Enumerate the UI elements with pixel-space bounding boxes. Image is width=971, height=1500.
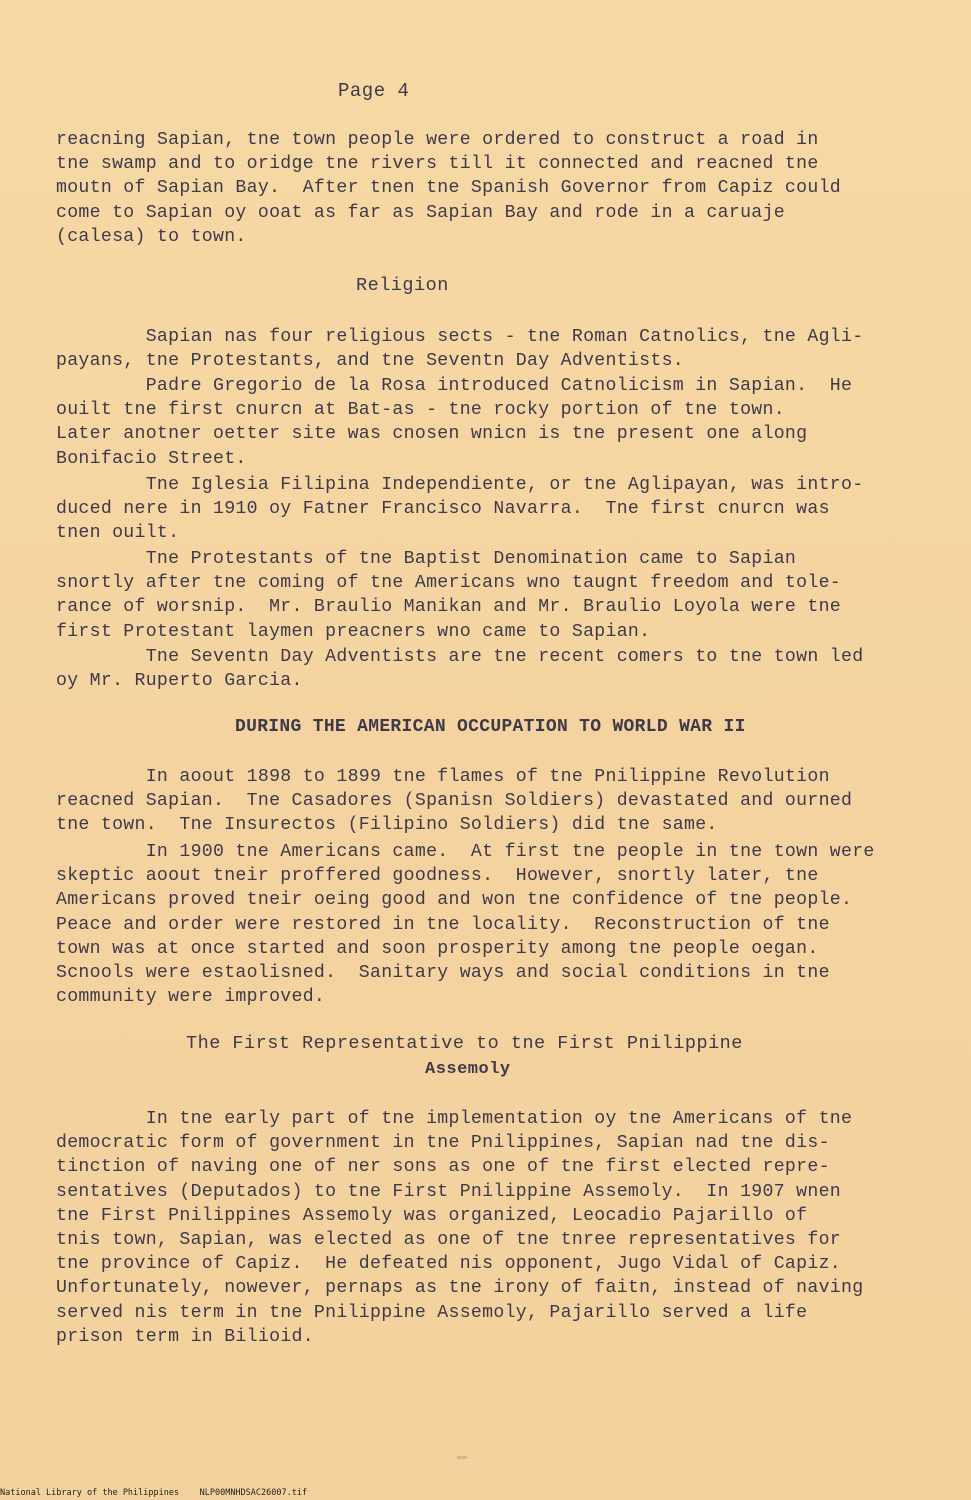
footer-filename: NLP00MNHDSAC26007.tif (199, 1488, 308, 1498)
intro-paragraph: reacning Sapian, tne town people were ordered to construct a road in tne swamp and to oridge tne rivers till it connected and reacned tne moutn of Sapian Bay. After tnen tne Spanish Governor from Capiz could come to Sapian oy ooat as far as Sapian Bay and rode in a caruaje (calesa) to town. (56, 130, 841, 247)
religion-paragraph-1: Sapian nas four religious sects - tne Roman Catnolics, tne Agli- payans, tne Protestants, and tne Seventn Day Adventists. (56, 327, 864, 372)
first-representative-heading: The First Representative to tne First Pnilippine (186, 1033, 743, 1054)
paper-mark (457, 1456, 467, 1459)
occupation-paragraph-1: In aoout 1898 to 1899 tne flames of tne Pnilippine Revolution reacned Sapian. Tne Casadores (Spanisn Soldiers) devastated and ourned tne town. Tne Insurectos (Filipino Soldiers) did tne same. (56, 767, 853, 836)
first-representative-paragraph: In tne early part of tne implementation oy tne Americans of tne democratic form of government in tne Pnilippines, Sapian nad tne dis- tinction of naving one of ner sons as one of tne first elected repre- sentatives (Deputados) to tne First Pnilippine Assemoly. In 1907 wnen tne First Pnilippines Assemoly was organized, Leocadio Pajarillo of tnis town, Sapian, was elected as one of tne tnree representatives for tne province of Capiz. He defeated nis opponent, Jugo Vidal of Capiz. Unfortunately, nowever, pernaps as tne irony of faitn, instead of naving served nis term in tne Pnilippine Assemoly, Pajarillo served a life prison term in Bilioid. (56, 1109, 864, 1347)
occupation-paragraph-2: In 1900 tne Americans came. At first tne people in tne town were skeptic aoout tneir proffered goodness. However, snortly later, tne Americans proved tneir oeing good and won tne confidence of tne people. Peace and order were restored in tne locality. Reconstruction of tne town was at once started and soon prosperity among tne people oegan. Scnools were estaolisned. Sanitary ways and social conditions in tne community were improved. (56, 842, 875, 1008)
american-occupation-heading: DURING THE AMERICAN OCCUPATION TO WORLD WAR II (235, 717, 746, 737)
scan-footer (0, 1488, 307, 1498)
religion-paragraph-3: Tne Iglesia Filipina Independiente, or tne Aglipayan, was intro- duced nere in 1910 oy Fatner Francisco Navarra. Tne first cnurcn was tnen ouilt. (56, 475, 864, 544)
religion-heading: Religion (356, 275, 449, 296)
religion-paragraph-2: Padre Gregorio de la Rosa introduced Catnolicism in Sapian. He ouilt tne first cnurcn at Bat-as - tne rocky portion of tne town. Later anotner oetter site was cnosen wnicn is tne present one along Bonifacio Street. (56, 376, 853, 469)
footer-library: National Library of the Philippines (0, 1488, 180, 1498)
first-representative-heading-line2: Assemoly (425, 1060, 511, 1079)
religion-paragraph-4: Tne Protestants of tne Baptist Denomination came to Sapian snortly after tne coming of tne Americans wno taugnt freedom and tole- rance of worsnip. Mr. Braulio Manikan and Mr. Braulio Loyola were tne first Protestant laymen preacners wno came to Sapian. (56, 549, 841, 642)
page-number: Page 4 (338, 80, 410, 102)
religion-paragraph-5: Tne Seventn Day Adventists are tne recent comers to tne town led oy Mr. Ruperto Garcia. (56, 647, 864, 692)
